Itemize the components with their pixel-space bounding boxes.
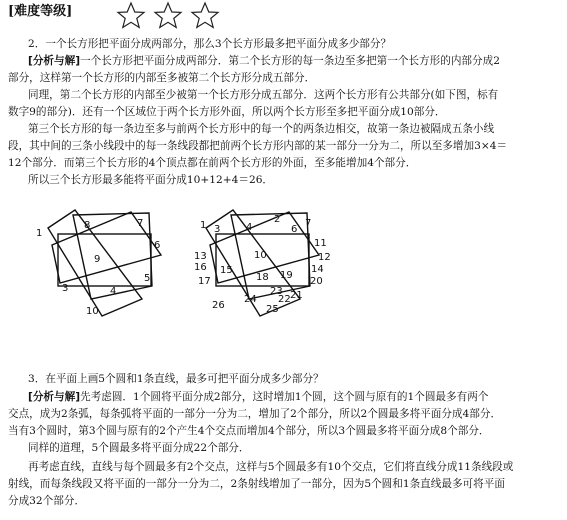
text-line: 一个长方形把平面分成两部分．第二个长方形的每一条边至多把第一个长方形的内部分成2 bbox=[80, 55, 500, 67]
region-label: 10 bbox=[254, 250, 267, 261]
region-label: 23 bbox=[270, 286, 283, 297]
region-label: 15 bbox=[220, 265, 233, 276]
region-label: 2 bbox=[274, 214, 281, 225]
region-label: 6 bbox=[291, 224, 298, 235]
region-label: 3 bbox=[62, 283, 69, 294]
region-label: 4 bbox=[110, 286, 117, 297]
region-label: 24 bbox=[244, 294, 257, 305]
region-label: 1 bbox=[200, 220, 207, 231]
region-label: 21 bbox=[290, 290, 303, 301]
text-line: 先考虑圆．1个圆将平面分成2部分，这时增加1个圆，这个圆与原有的1个圆最多有两个 bbox=[80, 391, 489, 403]
region-label: 26 bbox=[212, 300, 225, 311]
text-line: 同样的道理，5个圆最多将平面分成22个部分． bbox=[28, 442, 250, 454]
text-line: 段，其中间的三条小线段中的每一条线段都把前两个长方形内部的某一部分一分为二，所以至多增加3×4＝ bbox=[8, 140, 508, 152]
region-label: 11 bbox=[314, 238, 327, 249]
region-label: 9 bbox=[94, 254, 101, 265]
text-line: 射线，而每条线段又将平面的一部分一分为二，2条射线增加了一部分，因为5个圆和1条直线最多可将平面 bbox=[8, 478, 505, 490]
region-label: 13 bbox=[194, 251, 207, 262]
region-label: 16 bbox=[194, 262, 207, 273]
text-line: 交点，成为2条弧，每条弧将平面的一部分一分为二，增加了2个部分，所以2个圆最多将平面分成4部分． bbox=[8, 408, 502, 420]
problem3-body bbox=[28, 389, 488, 406]
region-label: 20 bbox=[310, 276, 323, 287]
text-line: 当有3个圆时，第3个圆与原有的2个产生4个交点而增加4个部分，所以3个圆最多将平面分成8个部分． bbox=[8, 425, 490, 437]
region-label: 4 bbox=[246, 222, 253, 233]
region-label: 12 bbox=[318, 252, 331, 263]
text-line: 分成32个部分． bbox=[8, 495, 86, 507]
analysis-tag: [分析与解] bbox=[28, 55, 81, 67]
region-label: 14 bbox=[311, 264, 324, 275]
region-label: 18 bbox=[256, 272, 269, 283]
analysis-tag: [分析与解] bbox=[28, 391, 81, 403]
figure-three-rectangles bbox=[188, 198, 338, 324]
text-line: 再考虑直线，直线与每个圆最多有2个交点，这样与5个圆最多有10个交点，它们将直线分成11条线段或 bbox=[28, 461, 514, 473]
text-line: 部分，这样第一个长方形的内部至多被第二个长方形分成五部分． bbox=[8, 72, 316, 84]
region-label: 6 bbox=[154, 240, 161, 251]
region-label: 7 bbox=[305, 218, 312, 229]
star-outline-icon bbox=[155, 3, 181, 27]
star-outline-icon bbox=[118, 3, 144, 27]
region-label: 3 bbox=[214, 224, 221, 235]
problem2-question: 2．一个长方形把平面分成两部分，那么3个长方形最多把平面分成多少部分？ bbox=[28, 38, 392, 50]
region-label: 19 bbox=[280, 270, 293, 281]
region-label: 22 bbox=[278, 294, 291, 305]
text-line: 12个部分．而第三个长方形的4个顶点都在前两个长方形的外面，至多能增加4个部分． bbox=[8, 157, 417, 169]
difficulty-label: [难度等级] bbox=[8, 4, 73, 19]
text-line: 所以三个长方形最多能将平面分成10+12+4＝26． bbox=[28, 174, 274, 186]
region-label: 17 bbox=[198, 276, 211, 287]
problem3-question: 3．在平面上画5个圆和1条直线，最多可把平面分成多少部分？ bbox=[28, 373, 324, 385]
problem2-body bbox=[28, 53, 500, 70]
text-line: 第三个长方形的每一条边至多与前两个长方形中的每一个的两条边相交，故第一条边被隔成五条小线 bbox=[28, 123, 495, 135]
rectangle-a bbox=[58, 234, 151, 286]
region-label: 1 bbox=[36, 228, 43, 239]
region-label: 10 bbox=[86, 306, 99, 317]
region-label: 25 bbox=[266, 304, 279, 315]
figure-two-rectangles bbox=[30, 198, 180, 324]
region-label: 8 bbox=[84, 220, 91, 231]
region-label: 7 bbox=[137, 218, 144, 229]
text-line: 数字9的部分)．还有一个区域位于两个长方形外面，所以两个长方形至多把平面分成10部分． bbox=[8, 106, 446, 118]
region-label: 5 bbox=[144, 273, 151, 284]
difficulty-stars bbox=[115, 0, 235, 30]
text-line: 同理，第二个长方形的内部至少被第一个长方形分成五部分．这两个长方形有公共部分(如下图，标有 bbox=[28, 89, 499, 101]
star-outline-icon bbox=[192, 3, 218, 27]
